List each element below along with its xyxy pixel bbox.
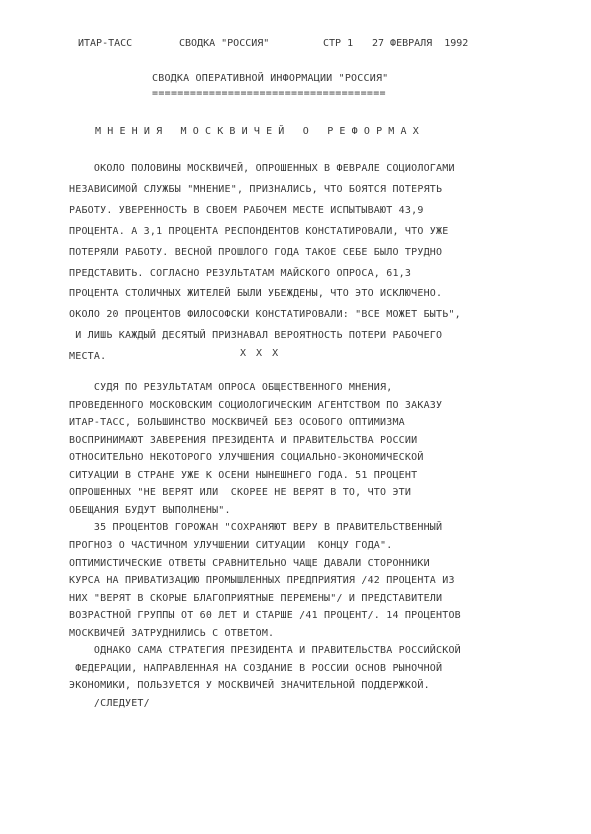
text-line: ОКОЛО 20 ПРОЦЕНТОВ ФИЛОСОФСКИ КОНСТАТИРОВАЛИ: "ВСЕ МОЖЕТ БЫТЬ",: [69, 309, 461, 321]
text-line: СУДЯ ПО РЕЗУЛЬТАТАМ ОПРОСА ОБЩЕСТВЕННОГО МНЕНИЯ,: [69, 382, 393, 393]
text-line: ПОТЕРЯЛИ РАБОТУ. ВЕСНОЙ ПРОШЛОГО ГОДА ТАКОЕ СЕБЕ БЫЛО ТРУДНО: [69, 246, 443, 258]
text-line: КУРСА НА ПРИВАТИЗАЦИЮ ПРОМЫШЛЕННЫХ ПРЕДПРИЯТИЯ /42 ПРОЦЕНТА ИЗ: [69, 575, 455, 587]
text-line: НЕЗАВИСИМОЙ СЛУЖБЫ "МНЕНИЕ", ПРИЗНАЛИСЬ, ЧТО БОЯТСЯ ПОТЕРЯТЬ: [69, 183, 443, 195]
text-line: ПРОГНОЗ О ЧАСТИЧНОМ УЛУЧШЕНИИ СИТУАЦИИ КОНЦУ ГОДА".: [69, 539, 393, 551]
section-separator: Х Х Х: [240, 348, 281, 359]
bulletin-name: СВОДКА "РОССИЯ": [179, 38, 270, 49]
agency-name: ИТАР-ТАСС: [78, 38, 133, 49]
page-number: СТР 1: [323, 38, 354, 49]
text-line: ОТНОСИТЕЛЬНО НЕКОТОРОГО УЛУЧШЕНИЯ СОЦИАЛЬНО-ЭКОНОМИЧЕСКОЙ: [69, 452, 424, 464]
text-line: ПРОЦЕНТА СТОЛИЧНЫХ ЖИТЕЛЕЙ БЫЛИ УБЕЖДЕНЫ, ЧТО ЭТО ИСКЛЮЧЕНО.: [69, 288, 443, 300]
text-line: ОПТИМИСТИЧЕСКИЕ ОТВЕТЫ СРАВНИТЕЛЬНО ЧАЩЕ ДАВАЛИ СТОРОННИКИ: [69, 557, 430, 569]
text-line: СИТУАЦИИ В СТРАНЕ УЖЕ К ОСЕНИ НЫНЕШНЕГО ГОДА. 51 ПРОЦЕНТ: [69, 469, 418, 481]
subheader-underline: =====================================: [152, 88, 386, 99]
text-line: ПРЕДСТАВИТЬ. СОГЛАСНО РЕЗУЛЬТАТАМ МАЙСКОГО ОПРОСА, 61,3: [69, 267, 412, 279]
text-line: ИТАР-ТАСС, БОЛЬШИНСТВО МОСКВИЧЕЙ БЕЗ ОСОБОГО ОПТИМИЗМА: [69, 417, 405, 429]
text-line: ВОЗРАСТНОЙ ГРУППЫ ОТ 60 ЛЕТ И СТАРШЕ /41 ПРОЦЕНТ/. 14 ПРОЦЕНТОВ: [69, 610, 461, 622]
text-line: РАБОТУ. УВЕРЕННОСТЬ В СВОЕМ РАБОЧЕМ МЕСТЕ ИСПЫТЫВАЮТ 43,9: [69, 204, 424, 216]
text-line: ФЕДЕРАЦИИ, НАПРАВЛЕННАЯ НА СОЗДАНИЕ В РОССИИ ОСНОВ РЫНОЧНОЙ: [69, 662, 443, 674]
text-line: ОДНАКО САМА СТРАТЕГИЯ ПРЕЗИДЕНТА И ПРАВИТЕЛЬСТВА РОССИЙСКОЙ: [69, 645, 461, 657]
text-line: ЭКОНОМИКИ, ПОЛЬЗУЕТСЯ У МОСКВИЧЕЙ ЗНАЧИТЕЛЬНОЙ ПОДДЕРЖКОЙ.: [69, 680, 430, 692]
text-line: МОСКВИЧЕЙ ЗАТРУДНИЛИСЬ С ОТВЕТОМ.: [69, 627, 275, 639]
article-title: МНЕНИЯ МОСКВИЧЕЙ О РЕФОРМАХ: [95, 126, 425, 137]
text-line: ОПРОШЕННЫХ "НЕ ВЕРЯТ ИЛИ СКОРЕЕ НЕ ВЕРЯТ В ТО, ЧТО ЭТИ: [69, 487, 412, 499]
text-line: НИХ "ВЕРЯТ В СКОРЫЕ БЛАГОПРИЯТНЫЕ ПЕРЕМЕНЫ"/ И ПРЕДСТАВИТЕЛИ: [69, 592, 443, 604]
text-line: ВОСПРИНИМАЮТ ЗАВЕРЕНИЯ ПРЕЗИДЕНТА И ПРАВИТЕЛЬСТВА РОССИИ: [69, 434, 418, 446]
text-line: ОБЕЩАНИЯ БУДУТ ВЫПОЛНЕНЫ".: [69, 504, 231, 516]
text-line: И ЛИШЬ КАЖДЫЙ ДЕСЯТЫЙ ПРИЗНАВАЛ ВЕРОЯТНОСТЬ ПОТЕРИ РАБОЧЕГО: [69, 330, 443, 342]
text-line: ОКОЛО ПОЛОВИНЫ МОСКВИЧЕЙ, ОПРОШЕННЫХ В ФЕВРАЛЕ СОЦИОЛОГАМИ: [69, 163, 455, 174]
bulletin-subheader: СВОДКА ОПЕРАТИВНОЙ ИНФОРМАЦИИ "РОССИЯ": [152, 73, 389, 84]
document-date: 27 ФЕВРАЛЯ 1992: [372, 38, 469, 49]
text-line: ПРОЦЕНТА. А 3,1 ПРОЦЕНТА РЕСПОНДЕНТОВ КОНСТАТИРОВАЛИ, ЧТО УЖЕ: [69, 225, 449, 237]
continued-marker: /СЛЕДУЕТ/: [69, 697, 150, 709]
text-line: ПРОВЕДЕННОГО МОСКОВСКИМ СОЦИОЛОГИЧЕСКИМ АГЕНТСТВОМ ПО ЗАКАЗУ: [69, 399, 443, 411]
text-line: МЕСТА.: [69, 351, 107, 363]
text-line: 35 ПРОЦЕНТОВ ГОРОЖАН "СОХРАНЯЮТ ВЕРУ В ПРАВИТЕЛЬСТВЕННЫЙ: [69, 522, 443, 534]
